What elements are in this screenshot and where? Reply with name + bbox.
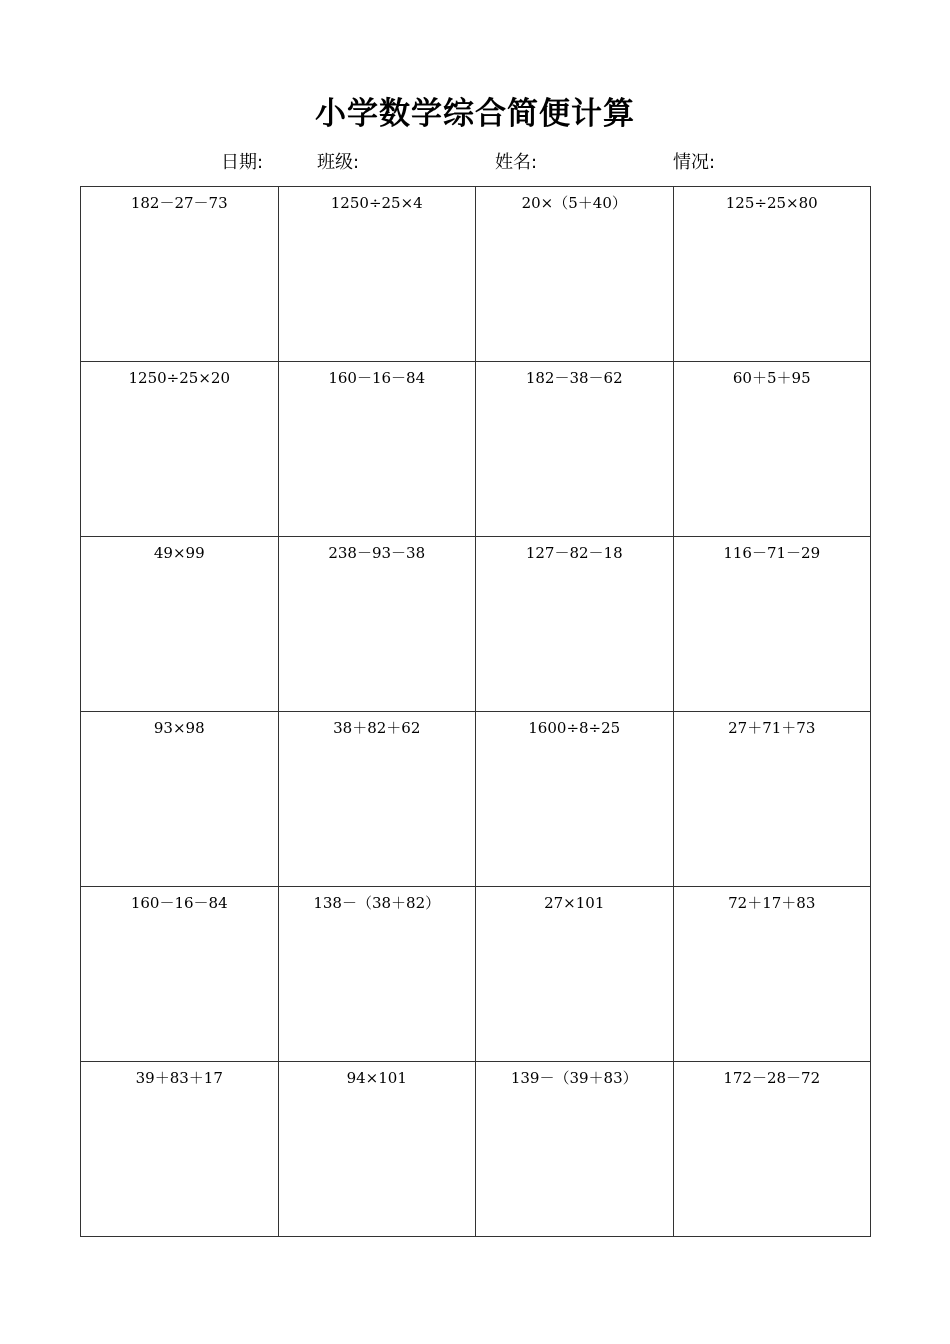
- problem-expression: 1250÷25×4: [330, 194, 423, 212]
- problem-expression: 116－71－29: [723, 544, 821, 562]
- problem-cell: [674, 537, 872, 712]
- problem-expression: 139－（39＋83）: [510, 1069, 638, 1087]
- problem-cell: [81, 712, 279, 887]
- problem-cell: [674, 187, 872, 362]
- problem-expression: 182－27－73: [130, 194, 228, 212]
- problem-cell: [81, 887, 279, 1062]
- problem-cell: [674, 712, 872, 887]
- problem-expression: 20×（5＋40）: [521, 194, 627, 212]
- status-field-label: 情况:: [673, 152, 716, 173]
- date-field-label: 日期:: [221, 152, 264, 173]
- problem-expression: 238－93－38: [328, 544, 426, 562]
- problem-expression: 38＋82＋62: [333, 719, 421, 737]
- problem-cell: [81, 187, 279, 362]
- problem-expression: 160－16－84: [130, 894, 228, 912]
- problem-expression: 125÷25×80: [725, 194, 818, 212]
- problem-expression: 27×101: [544, 894, 605, 912]
- problem-expression: 160－16－84: [328, 369, 426, 387]
- problem-expression: 49×99: [153, 544, 205, 562]
- problem-expression: 93×98: [153, 719, 205, 737]
- problem-cell: [674, 887, 872, 1062]
- problem-expression: 1600÷8÷25: [528, 719, 621, 737]
- problem-cell: [279, 1062, 477, 1237]
- problem-cell: [279, 887, 477, 1062]
- problem-expression: 1250÷25×20: [128, 369, 230, 387]
- problem-expression: 72＋17＋83: [728, 894, 816, 912]
- problem-expression: 60＋5＋95: [732, 369, 811, 387]
- problem-expression: 94×101: [346, 1069, 407, 1087]
- problem-cell: [674, 1062, 872, 1237]
- problem-cell: [674, 362, 872, 537]
- problem-cell: [279, 712, 477, 887]
- problem-cell: [476, 187, 674, 362]
- problem-expression: 39＋83＋17: [135, 1069, 223, 1087]
- class-field-label: 班级:: [317, 152, 360, 173]
- problem-cell: [476, 1062, 674, 1237]
- problem-expression: 138－（38＋82）: [313, 894, 441, 912]
- problem-cell: [476, 362, 674, 537]
- problem-cell: [476, 887, 674, 1062]
- problem-cell: [476, 712, 674, 887]
- problem-expression: 182－38－62: [525, 369, 623, 387]
- problem-expression: 172－28－72: [723, 1069, 821, 1087]
- problem-cell: [81, 362, 279, 537]
- problem-cell: [81, 1062, 279, 1237]
- problem-cell: [279, 362, 477, 537]
- problem-cell: [279, 187, 477, 362]
- problem-cell: [476, 537, 674, 712]
- problem-grid: [80, 186, 871, 1237]
- problem-cell: [279, 537, 477, 712]
- problem-expression: 127－82－18: [525, 544, 623, 562]
- worksheet-title: 小学数学综合简便计算: [315, 96, 635, 132]
- name-field-label: 姓名:: [495, 152, 538, 173]
- problem-cell: [81, 537, 279, 712]
- problem-expression: 27＋71＋73: [728, 719, 816, 737]
